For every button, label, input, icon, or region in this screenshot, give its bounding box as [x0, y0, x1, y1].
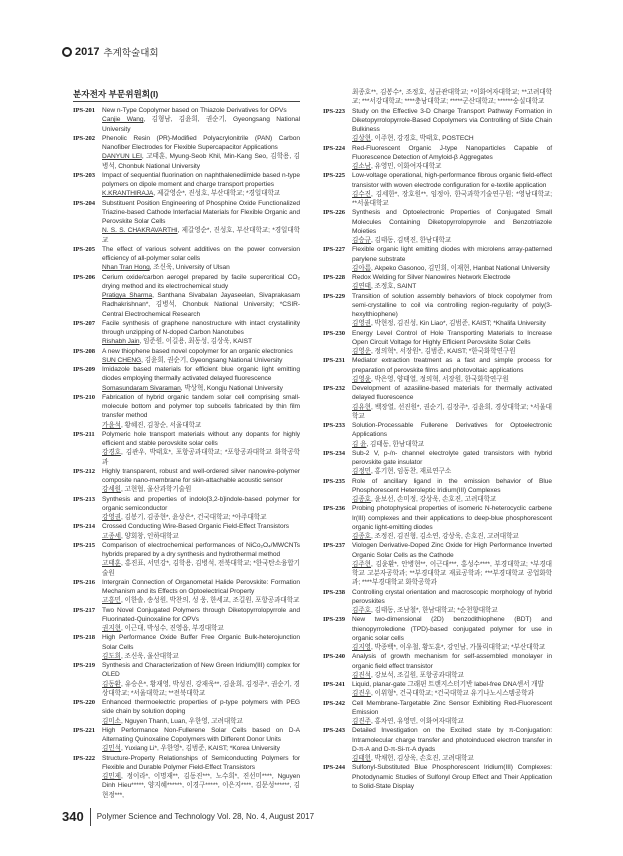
co-authors: , 김세한*, 장호원**, 임정아, 한국과학기술연구원; *영남대학교; **서울대학교 — [352, 190, 552, 207]
right-column — [323, 88, 552, 791]
co-authors: , 황혜진, 김창순, 서울대학교 — [120, 421, 202, 429]
entry-id: IPS-215 — [73, 541, 95, 549]
abstract-entry — [73, 661, 300, 698]
entry-id: IPS-212 — [73, 467, 95, 475]
entry-title: Enhanced thermoelectric properties of p-type polymers with PEG side chain by solution doping — [102, 699, 300, 716]
authors — [352, 689, 552, 698]
entry-title: Facile synthesis of graphene nanostructure with intact crystallinity through unzipping of N-doped Carbon Nanotubes — [102, 319, 300, 336]
abstract-entry — [323, 208, 552, 245]
abstract-entry — [323, 504, 552, 541]
presenting-author: 김진주 — [352, 718, 371, 725]
presenting-author: 고태훈 — [102, 560, 121, 568]
presenting-author: DANYUN LEI — [102, 153, 142, 161]
entry-title: Sub-2 V, p-/n- channel electrolyte gated transistors with hybrid perovskite gate insulator — [352, 449, 552, 466]
abstract-entry — [73, 106, 300, 134]
entry-title: High Performance Non-Fullerene Solar Cells based on D-A Alternating Quinoxaline Copolymers with Different Donor Units — [102, 726, 300, 743]
presenting-author: 김동환 — [102, 680, 121, 688]
co-authors: , 고태훈, Myung-Seob Khil, Min-Kang Seo, 김학용, 김병석, Chonbuk National University — [102, 153, 300, 170]
co-authors: , 김태동, 한남대학교 — [366, 440, 425, 448]
abstract-entry — [323, 171, 552, 208]
co-authors: , 박종백*, 이우철, 황도훈*, 강인남, 가톨릭대학교; *부산대학교 — [370, 644, 546, 651]
presenting-author: 김수진 — [352, 190, 371, 198]
entry-title: Detailed Investigation on the Excited state by π-Conjugation: Intramolecular charge transfer and photoinduced electron transfer in D-π-A and D-π-Si-π-A dyads — [352, 727, 552, 753]
co-authors: , 조정진, 김진형, 김소연, 강상욱, 손호진, 고려대학교 — [370, 533, 519, 540]
presenting-author: 김주호 — [352, 607, 371, 614]
co-authors: , 유승은*, 황재영, 박성진, 강재욱**, 김윤희, 김정주*, 권순기, 경상대학교; *서울대학교; **전북대학교 — [102, 680, 300, 697]
entry-id: IPS-204 — [73, 199, 95, 207]
co-authors: , 제갈영순*, 진성호, 부산대학교; *경일대학교 — [102, 227, 300, 244]
authors — [102, 717, 300, 726]
presenting-author: Somasundaram Sivaraman — [102, 384, 181, 392]
presenting-author: 가윤석 — [102, 421, 121, 429]
entry-title: Two Novel Conjugated Polymers through Diketopyrrolopyrrole and Fluorinated-Quinoxaline for OPVs — [102, 606, 300, 623]
abstract-entry — [73, 495, 300, 523]
presenting-author: SUN CHENG — [102, 356, 142, 364]
two-column-body — [0, 88, 623, 800]
entry-id: IPS-223 — [323, 107, 345, 115]
co-authors: , Akpeko Gasonoo, 김민희, 이재현, Hanbat National University — [370, 264, 550, 272]
entry-title: Structure-Property Relationships of Semiconducting Polymers for Flexible and Durable Polymer Field-Effect Transistors — [102, 754, 300, 771]
authors — [352, 532, 552, 541]
authors — [352, 236, 552, 245]
presenting-author: 김 윤 — [352, 440, 367, 448]
entry-id: IPS-237 — [323, 542, 345, 550]
entry-id: IPS-243 — [323, 727, 345, 735]
authors — [102, 485, 300, 494]
abstract-entry — [323, 384, 552, 421]
authors — [102, 559, 300, 578]
entry-title: Mediator extraction treatment as a fast and simple process for preparation of perovskite films and photovoltaic applications — [352, 357, 552, 374]
entry-title: Red-Fluorescent Organic J-type Nanoparticles Capable of Fluorescence Detection of Amyloid-β Aggregates — [352, 144, 552, 161]
entry-id: IPS-224 — [323, 144, 345, 152]
abstract-entry — [323, 329, 552, 357]
co-authors: , 이위형*, 건국대학교; *건국대학교 유기나노시스템공학과 — [370, 690, 534, 698]
entry-title: Energy Level Control of Hole Transporting Materials to Increase Open Circuit Voltage for Highly Efficient Perovskite Solar Cells — [352, 329, 552, 346]
entry-id: IPS-230 — [323, 329, 345, 337]
authors — [102, 189, 300, 198]
entry-title: Cell Membrane-Targetable Zinc Sensor Exhibiting Red-Fluorescent Emission — [352, 699, 552, 716]
presenting-author: 김영윤 — [352, 375, 371, 383]
presenting-author: 김미소 — [102, 717, 121, 725]
presenting-author: 고흥민 — [102, 597, 121, 605]
authors — [352, 162, 552, 171]
abstract-entry — [73, 754, 300, 800]
co-authors: , 조신욱, 울산대학교 — [120, 652, 179, 660]
entry-id: IPS-240 — [323, 653, 345, 661]
entry-id: IPS-244 — [323, 764, 345, 772]
authors — [352, 134, 552, 143]
entry-id: IPS-219 — [73, 662, 95, 669]
entry-id: IPS-216 — [73, 578, 95, 586]
authors — [352, 495, 552, 504]
presenting-author: 김민제 — [102, 773, 121, 780]
authors — [102, 337, 300, 346]
presenting-author: 강세원 — [102, 486, 121, 494]
authors — [102, 624, 300, 633]
entry-id: IPS-207 — [73, 319, 95, 327]
entry-title: New n-Type Copolymer based on Thiazole Derivatives for OPVs — [102, 107, 287, 114]
entry-id: IPS-231 — [323, 357, 345, 365]
abstract-entry — [323, 541, 552, 587]
section-title: 분자전자 부문위원회(I) — [73, 88, 300, 102]
presenting-author: 강영권 — [102, 514, 121, 521]
entry-id: IPS-221 — [73, 726, 95, 734]
authors — [352, 375, 552, 384]
abstract-entry — [323, 588, 552, 616]
authors — [102, 291, 300, 319]
authors — [102, 744, 300, 753]
entry-title: Phenolic Resin (PR)-Modified Polyacrylonitrile (PAN) Carbon Nanofiber Electrodes for Flexible Supercapacitor Applications — [102, 134, 300, 151]
authors — [352, 264, 552, 273]
entry-id: IPS-225 — [323, 172, 345, 180]
left-column — [73, 106, 300, 800]
entry-id: IPS-233 — [323, 422, 345, 429]
co-authors: , 제갈영순*, 진성호, 부산대학교; *경일대학교 — [153, 190, 281, 198]
abstract-entry — [73, 134, 300, 171]
authors — [102, 448, 300, 467]
authors — [352, 671, 552, 680]
entry-title: Analysis of growth mechanism for self-assembled monolayer in organic field effect transistor — [352, 653, 552, 670]
co-authors: , 김관우, 박태호*, 포항공과대학교; *포항공과대학교 화학공학과 — [102, 449, 300, 466]
abstract-entry — [323, 273, 552, 292]
presenting-author: 김승규 — [352, 237, 371, 244]
co-authors: , 김태동, 조남철*, 한남대학교; *순천향대학교 — [370, 607, 498, 614]
co-authors: , 홍기현, 임동찬, 재료연구소 — [370, 468, 452, 476]
abstract-entry — [73, 245, 300, 273]
entry-title: Substituent Position Engineering of Phosphine Oxide Functionalized Triazine-based Cathode Interfacial Materials for Flexible Organic and Perovskite Solar Cells — [102, 199, 300, 225]
abstract-entry — [73, 698, 300, 726]
entry-id: IPS-214 — [73, 523, 95, 531]
entry-title: New two-dimensional (2D) benzodithiophene (BDT) and thienopyrroledione (TPD)-based conjugated polymer for use in organic solar cells — [352, 616, 552, 642]
entry-id: IPS-234 — [323, 449, 345, 457]
abstract-entry — [323, 763, 552, 791]
entry-title: Polymeric hole transport materials without any dopants for highly efficient and stable perovskite solar cells — [102, 430, 300, 447]
abstract-entry — [73, 726, 300, 754]
abstract-entry — [73, 541, 300, 578]
authors — [352, 467, 552, 476]
authors — [102, 652, 300, 661]
entry-id: IPS-232 — [323, 385, 345, 392]
abstract-entry — [73, 578, 300, 606]
abstract-entry — [73, 365, 300, 393]
authors — [102, 680, 300, 699]
co-authors: , 이한솔, 송성원, 박찬의, 성 웅, 한세교, 조길원, 포항공과대학교 — [120, 597, 300, 605]
abstract-entry — [73, 393, 300, 430]
co-authors: , Santhana Sivabalan Jayaseelan, Sivaprakasam Radhakrishnan*, 김병석, Chonbuk National University; *CSIR-Central Electrochemical Research — [102, 292, 300, 318]
abstract-entry — [323, 144, 552, 172]
presenting-author: 김도희 — [102, 652, 121, 660]
entry-title: Liquid, planar-gate 그래핀 트랜지스터기반 label-free DNA센서 개발 — [352, 681, 544, 688]
presenting-author: 김주현 — [352, 560, 371, 568]
co-authors: , 홍차연, 유영민, 이화여자대학교 — [370, 718, 464, 725]
authors — [352, 190, 552, 209]
authors — [352, 347, 552, 356]
presenting-author: Canjie Wang — [102, 116, 144, 124]
authors — [352, 403, 552, 422]
authors — [102, 532, 300, 541]
presenting-author: 김종호 — [352, 533, 371, 540]
presenting-author: N. S. S. CHAKRAVARTHI — [102, 227, 178, 235]
abstract-entry — [323, 726, 552, 763]
entry-id: IPS-218 — [73, 634, 95, 642]
abstract-entry — [323, 292, 552, 329]
co-authors: , 박채헌, 김상욱, 손호진, 고려대학교 — [370, 755, 474, 762]
abstract-entry — [73, 199, 300, 245]
header-title: 추계학술대회 — [103, 48, 159, 59]
authors — [352, 643, 552, 652]
presenting-author: 김민석 — [102, 745, 121, 753]
entry-id: IPS-208 — [73, 347, 95, 355]
co-authors: , 조정호, SAINT — [370, 283, 417, 291]
presenting-author: 김지영 — [352, 644, 371, 651]
authors — [102, 772, 300, 800]
abstract-entry — [73, 319, 300, 347]
page-footer — [62, 808, 623, 856]
abstract-entry — [323, 699, 552, 727]
authors — [102, 513, 300, 522]
entry-id: IPS-220 — [73, 699, 95, 706]
entry-id: IPS-227 — [323, 246, 345, 254]
entry-title: Synthesis and Characterization of New Green Iridium(III) complex for OLED — [102, 662, 300, 679]
abstract-entry — [73, 522, 300, 541]
authors — [102, 226, 300, 245]
abstract-entry — [323, 449, 552, 477]
abstract-entry — [73, 430, 300, 467]
presenting-author: 김아름 — [352, 264, 371, 272]
entry-title: High Performance Oxide Buffer Free Organic Bulk-heterojunction Solar Cells — [102, 634, 300, 651]
entry-title: A new thiophene based novel copolymer for an organic electronics — [102, 347, 293, 355]
entry-title: The effect of various solvent additives on the power conversion efficiency of all-polymer solar cells — [102, 245, 300, 262]
entry-title: Study on the Effective 3-D Charge Transport Pathway Formation in Diketopyrrolopyrrole-Based Copolymers via Controlling of Side Chain Bulkiness — [352, 107, 552, 133]
co-authors: , 임준원, 이길용, 최동성, 김상욱, KAIST — [139, 338, 252, 346]
co-authors: , 김형남, 김윤희, 권순기, Gyeongsang National University — [102, 116, 300, 133]
authors — [352, 319, 552, 328]
entry-id: IPS-239 — [323, 616, 345, 624]
entry-title: Highly transparent, robust and well-ordered silver nanowire-polymer composite nano-membrane for skin-attachable acoustic sensor — [102, 467, 300, 484]
presenting-author: 권지현 — [102, 625, 121, 632]
authors — [102, 596, 300, 605]
header-year: 2017 — [75, 46, 100, 58]
co-authors: , 조신욱, University of Ulsan — [149, 264, 230, 272]
abstract-entry — [73, 273, 300, 319]
presenting-author: 고종세 — [102, 532, 121, 540]
co-authors: , 이주현, 강경호, 박태호, POSTECH — [370, 135, 474, 143]
entry-id: IPS-217 — [73, 606, 95, 614]
abstract-entry — [323, 356, 552, 384]
authors — [102, 263, 300, 272]
entry-title: Probing photophysical properties of isomeric N-heterocyclic carbene Ir(III) complexes and their applications to deep-blue phosphorescent organic light-emitting diodes — [352, 505, 552, 531]
entry-title: Solution-Processable Fullerene Derivatives for Optoelectronic Applications — [352, 422, 552, 439]
co-authors: , 정의혁*, 서장원*, 김범준, KAIST; *한국화학연구원 — [370, 348, 516, 355]
entry-title: Development of azasiline-based materials for thermally activated delayed fluorescence — [352, 385, 552, 402]
co-authors: , 정이라*, 이명재**, 김동진***, 노수희*, 진선미****, Nguyen Dinh Hieu*****, 양지혜******, 이경구*****, 이은지****, 김문성******, 김현정***, — [102, 773, 300, 799]
co-authors: , 김윤환*, 안병현**, 이근대***, 홍성수****, 부경대학교; *부경대학교 고분자공학과; **부경대학교 재료공학과; ***부경대학교 공업화학과; ****부경대학교 화학공학과 — [352, 560, 552, 587]
presenting-author: Nhan Tran Hong — [102, 264, 150, 272]
entry-id: IPS-235 — [323, 477, 345, 485]
co-authors: , Nguyen Thanh, Luan, 우한영, 고려대학교 — [120, 717, 243, 725]
entry-title: Impact of sequential fluorination on naphthalenediimide based n-type polymers on dipole moment and charge transport properties — [102, 171, 300, 188]
co-authors: , 김태동, 김택진, 한남대학교 — [370, 237, 452, 244]
entry-title: Imidazole based materials for efficient blue organic light emitting diodes employing thermally activated delayed fluorescence — [102, 366, 300, 383]
entry-id: IPS-211 — [73, 430, 95, 438]
presenting-author: Pratigya Sharma — [102, 292, 153, 299]
co-authors: , 양회창, 인하대학교 — [120, 532, 179, 540]
presenting-author: 김영운 — [352, 348, 371, 355]
abstract-entry — [73, 633, 300, 661]
entry-title: Synthesis and properties of indolo[3,2-b]indole-based polymer for organic semiconductor — [102, 495, 300, 512]
presenting-author: Rishabh Jain — [102, 338, 140, 346]
entry-title: Role of ancillary ligand in the emission behavior of Blue Phosphorescent Heteroleptic Iridium(III) Complexes — [352, 477, 552, 494]
entry-title: Intergrain Connection of Organometal Halide Perovskite: Formation Mechanism and its Effects on Optoelectrical Property — [102, 578, 300, 595]
co-authors: , 강보석, 조길원, 포항공과대학교 — [370, 671, 464, 679]
co-authors: , 박현정, 김진성, Kin Liao*, 김범준, KAIST; *Khalifa University — [370, 320, 546, 328]
co-authors: , 박상혁, Kongju National University — [180, 384, 283, 392]
entry-title: Low-voltage operational, high-performance fibrous organic field-effect transistor with woven electrode configuration for e-textile application — [352, 172, 552, 189]
authors — [102, 356, 300, 365]
entry-id: IPS-210 — [73, 393, 95, 401]
abstract-entry — [323, 680, 552, 699]
journal-citation: Polymer Science and Technology Vol. 28, No. 4, August 2017 — [96, 812, 315, 822]
presenting-author: 김정민 — [352, 468, 371, 476]
abstract-entry — [323, 107, 552, 144]
authors — [102, 421, 300, 430]
entry-title: Redox Welding for Silver Nanowires Network Electrode — [352, 274, 511, 281]
authors — [102, 152, 300, 171]
authors — [352, 754, 552, 763]
presenting-author: 김연태 — [352, 283, 371, 291]
entry-id: IPS-242 — [323, 699, 345, 707]
entry-title: Synthesis and Optoelectronic Properties of Conjugated Small Molecules Containing Diketopyrrolopyrrole and Benzotriazole Moieties — [352, 209, 552, 235]
co-authors: , 이근대, 박성수, 진영읍, 부경대학교 — [120, 625, 224, 632]
entry-id: IPS-222 — [73, 754, 95, 762]
entry-id: IPS-209 — [73, 366, 95, 373]
left-column-wrapper — [73, 88, 300, 800]
entry-id: IPS-238 — [323, 588, 345, 596]
entry-title: Cerium oxide/carbon aerogel prepared by facile supercritical CO₂ drying method and its electrochemical study — [102, 273, 300, 290]
entry-id: IPS-236 — [323, 505, 345, 513]
entry-id: IPS-213 — [73, 495, 95, 503]
authors — [352, 717, 552, 726]
presenting-author: 김영권 — [352, 320, 371, 328]
entry-id: IPS-206 — [73, 273, 95, 281]
entry-title: Comparison of electrochemical performances of NiCo₂O₄/MWCNTs hybrids prepared by a dry synthesis and hydrothermal method — [102, 541, 300, 558]
presenting-author: 김상현 — [352, 135, 371, 143]
abstract-entry — [323, 245, 552, 273]
entry-title: Transition of solution assembly behaviors of block copolymer from semi-crystalline to coil via controlling region-regularity of poly(3-hexylthiophene) — [352, 292, 552, 318]
co-authors: , 홍진표, 서민강*, 김학용, 김병석, 전북대학교; *한국탄소융합기술원 — [102, 560, 300, 577]
presenting-author: K.KRANTHIRAJA — [102, 190, 154, 198]
co-authors: , Yuxiang Li*, 우한영*, 김범준, KAIST; *Korea University — [120, 745, 280, 753]
author-continuation: 최종호**, 김봉수*, 조정호, 성균관대학교; *이화여자대학교; **고려대학교; ***서강대학교; ****충남대학교; *****군산대학교; ******숭실대학교 — [352, 89, 552, 106]
authors — [352, 282, 552, 291]
entry-id: IPS-203 — [73, 171, 95, 179]
authors — [102, 384, 300, 393]
abstract-entry — [73, 171, 300, 199]
presenting-author: 김유현 — [352, 403, 371, 411]
authors — [352, 440, 552, 449]
presenting-author: 김진석 — [352, 671, 371, 679]
entry-title: Flexible organic light emitting diodes with microlens array-patterned parylene substrate — [352, 246, 552, 263]
entry-id: IPS-202 — [73, 134, 95, 142]
entry-id: IPS-205 — [73, 245, 95, 253]
abstract-entry — [323, 652, 552, 680]
co-authors: , 백장열, 선진원*, 권순기, 김장주*, 김윤희, 경상대학교; *서울대학교 — [352, 403, 552, 420]
entry-title: Crossed Conducting Wire-Based Organic Field-Effect Transistors — [102, 523, 289, 531]
circle-bullet-icon — [62, 47, 72, 57]
page-number: 340 — [62, 808, 91, 826]
co-authors: , 고현협, 울산과학기술원 — [120, 486, 192, 494]
entry-id: IPS-226 — [323, 209, 345, 217]
entry-title: Controlling crystal orientation and macroscopic morphology of hybrid perovskites — [352, 588, 552, 605]
entry-id: IPS-241 — [323, 681, 345, 688]
page-header — [62, 45, 623, 59]
co-authors: , 김봉기, 김종현*, 윤상은*, 건국대학교; *아주대학교 — [120, 514, 267, 521]
abstract-entry — [73, 606, 300, 634]
entry-title: Fabrication of hybrid organic tandem solar cell comprising small-molecule bottom and polymer top subcells fabricated by thin film transfer method — [102, 393, 300, 420]
co-authors: , 김윤희, 권순기, Gyeongsang National University — [141, 356, 283, 364]
abstract-entry — [323, 615, 552, 652]
entry-title: Sulfonyl-Substituted Blue Phosphorescent Iridium(III) Complexes: Photodynamic Studies of Sulfonyl Group Effect and Their Application to Solid-State Display — [352, 764, 552, 790]
presenting-author: 김태헌 — [352, 755, 371, 762]
entry-id: IPS-228 — [323, 274, 345, 281]
authors — [102, 115, 300, 134]
presenting-author: 강경호 — [102, 449, 121, 457]
abstract-entry — [323, 421, 552, 449]
co-authors: , 박은영, 양태열, 정의혁, 서장원, 한국화학연구원 — [370, 375, 509, 383]
abstract-entry — [323, 477, 552, 505]
co-authors: , 유영민, 이화여자대학교 — [370, 163, 442, 170]
entry-title: Viologen Derivative-Doped Zinc Oxide for High Performance Inverted Organic Solar Cells as the Cathode — [352, 542, 552, 559]
co-authors: , 윤보선, 손미정, 강상욱, 손호진, 고려대학교 — [370, 496, 497, 503]
presenting-author: 김진우 — [352, 690, 371, 698]
authors — [352, 606, 552, 615]
abstract-entry — [73, 347, 300, 366]
abstract-entry — [73, 467, 300, 495]
presenting-author: 김소남 — [352, 163, 371, 170]
presenting-author: 김종호 — [352, 496, 371, 503]
entry-id: IPS-229 — [323, 292, 345, 300]
authors — [352, 560, 552, 588]
entry-id: IPS-201 — [73, 107, 95, 114]
